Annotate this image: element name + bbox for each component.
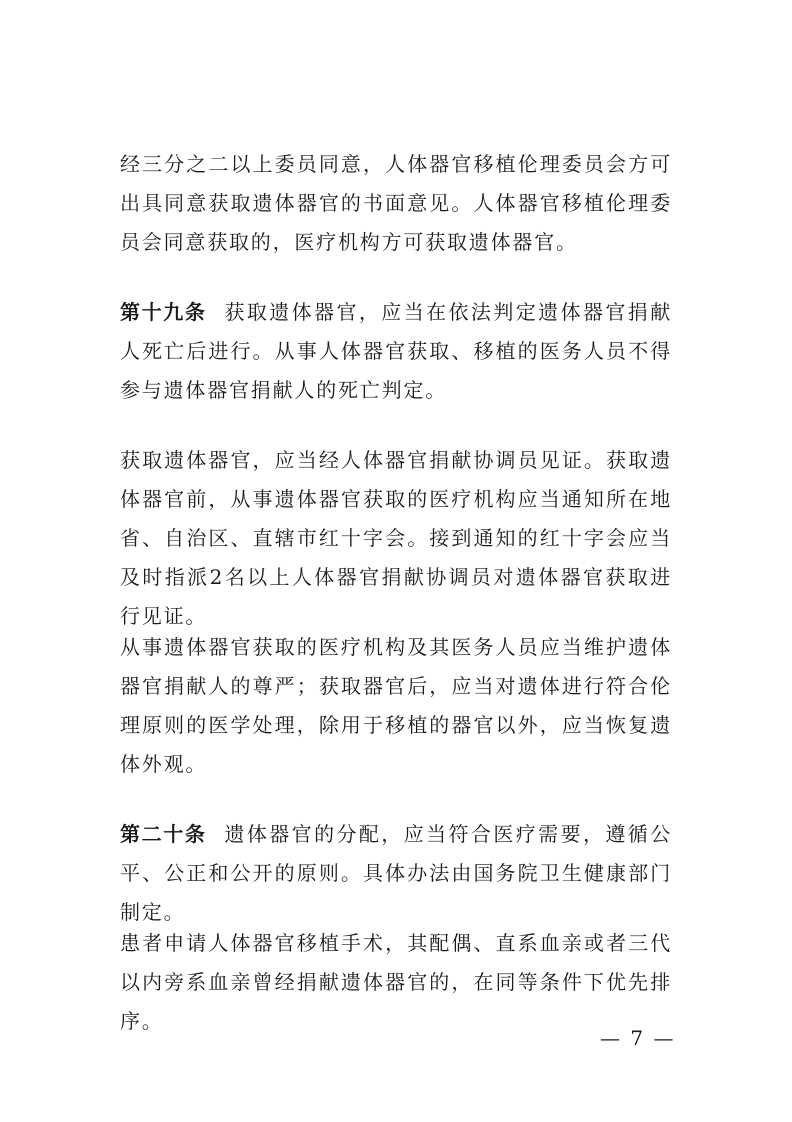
paragraph-text: 遗体器官的分配，应当符合医疗需要，遵循公平、公正和公开的原则。具体办法由国务院卫生健康部门制定。 xyxy=(120,822,673,924)
paragraph-priority xyxy=(120,924,672,1041)
paragraph-witness xyxy=(120,441,672,636)
paragraph-text: 从事遗体器官获取的医疗机构及其医务人员应当维护遗体器官捐献人的尊严；获取器官后，应当对遗体进行符合伦理原则的医学处理，除用于移植的器官以外，应当恢复遗体外观。 xyxy=(120,635,672,776)
article-heading: 第十九条 xyxy=(120,300,207,324)
paragraph-text: 患者申请人体器官移植手术，其配偶、直系血亲或者三代以内旁系血亲曾经捐献遗体器官的，在同等条件下优先排序。 xyxy=(120,931,672,1033)
article-heading: 第二十条 xyxy=(120,822,207,846)
paragraph-text: 经三分之二以上委员同意，人体器官移植伦理委员会方可出具同意获取遗体器官的书面意见。人体器官移植伦理委员会同意获取的，医疗机构方可获取遗体器官。 xyxy=(120,152,672,254)
paragraph-continuation xyxy=(120,145,672,262)
paragraph-text: 获取遗体器官，应当经人体器官捐献协调员见证。获取遗体器官前，从事遗体器官获取的医疗机构应当通知所在地省、自治区、直辖市红十字会。接到通知的红十字会应当及时指派2名以上人体器官捐献协调员对遗体器官获取进行见证。 xyxy=(120,448,672,628)
paragraph-article-19 xyxy=(120,293,672,410)
page-number: — 7 — xyxy=(600,1026,676,1050)
paragraph-text: 获取遗体器官，应当在依法判定遗体器官捐献人死亡后进行。从事人体器官获取、移植的医务人员不得参与遗体器官捐献人的死亡判定。 xyxy=(120,300,673,402)
paragraph-article-20 xyxy=(120,815,672,932)
paragraph-dignity xyxy=(120,628,672,784)
